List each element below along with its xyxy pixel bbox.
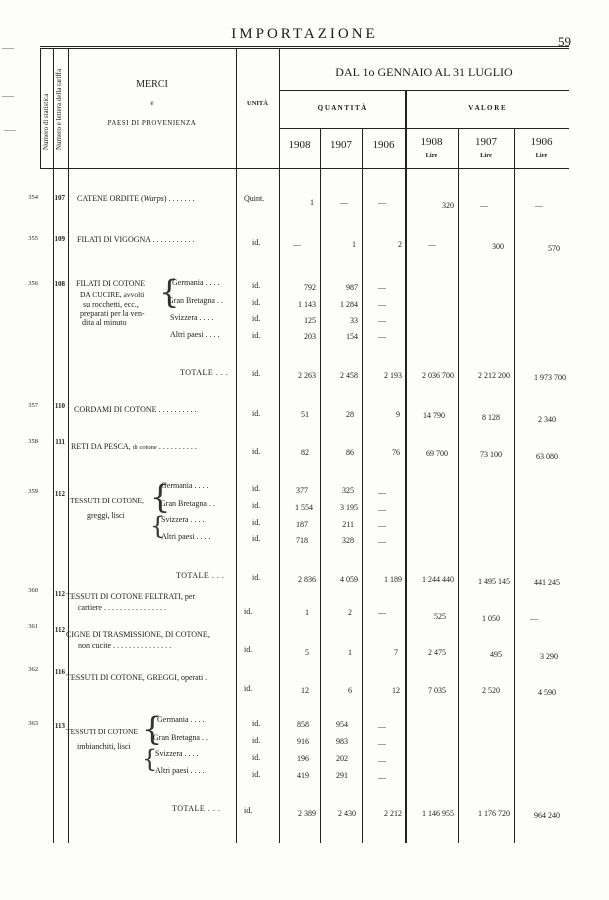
q-1906: — (378, 722, 386, 731)
unit: id. (244, 806, 253, 815)
v-1906: — (530, 614, 538, 623)
q-1908: 1 (305, 608, 309, 617)
stat-number: 354 (28, 194, 38, 201)
q-1906: — (378, 332, 386, 341)
q-1908: 377 (296, 486, 308, 495)
q-1906: — (378, 756, 386, 765)
brace: { (150, 512, 166, 540)
header-unita: UNITÀ (247, 100, 268, 107)
country-label: Germania . . . . (161, 481, 209, 490)
year-v-1908: 1908 (420, 136, 443, 148)
header-e: e (150, 99, 154, 107)
unit: id. (252, 770, 261, 779)
q-1907: 2 (348, 608, 352, 617)
header-divider (279, 128, 569, 129)
country-label: Gran Bretagna . . (160, 499, 215, 508)
q-1908: 187 (296, 520, 308, 529)
unit: id. (252, 331, 261, 340)
merce-label: CATENE ORDITE (Warps) . . . . . . . (77, 194, 195, 203)
stat-number: 355 (28, 235, 38, 242)
v-1906: 2 340 (538, 415, 556, 424)
col-line (40, 48, 41, 168)
v-1907: 1 050 (482, 614, 500, 623)
year-q-1906: 1906 (372, 139, 395, 151)
q-1908: 718 (296, 536, 308, 545)
q-1906: — (378, 488, 386, 497)
q-1907: 954 (336, 720, 348, 729)
stat-number: 357 (28, 402, 38, 409)
v-1907: 300 (492, 242, 504, 251)
total-v-1908: 2 036 700 (422, 371, 454, 380)
table-top-border (40, 46, 569, 47)
tariff-number: 107 (54, 194, 65, 202)
country-label: Altri paesi . . . . (161, 532, 211, 541)
merce-label: cartiere . . . . . . . . . . . . . . . . (78, 603, 166, 612)
merce-label: TESSUTI DI COTONE FELTRATI, per (66, 592, 196, 601)
tariff-number: 108 (54, 280, 65, 288)
q-1908: 203 (304, 332, 316, 341)
total-v-1906: 441 245 (534, 578, 560, 587)
stat-number: 362 (28, 666, 38, 673)
merce-label: RETI DA PESCA, di cotone . . . . . . . . . . (71, 442, 197, 451)
q-1907: 1 (352, 240, 356, 249)
q-1908: 792 (304, 283, 316, 292)
total-v-1906: 1 973 700 (534, 373, 566, 382)
q-1908: — (293, 240, 301, 249)
tariff-number: 111 (55, 438, 65, 446)
total-v-1907: 1 176 720 (478, 809, 510, 818)
q-1908: 419 (297, 771, 309, 780)
year-v-1907: 1907 (475, 136, 497, 148)
q-1906: — (378, 283, 386, 292)
unit: id. (252, 298, 261, 307)
q-1908: 858 (297, 720, 309, 729)
scan-mark: — (2, 40, 14, 54)
total-label: TOTALE . . . (180, 368, 229, 377)
q-1907: 325 (342, 486, 354, 495)
total-q-1908: 2 836 (298, 575, 316, 584)
total-q-1906: 2 193 (384, 371, 402, 380)
q-1907: 6 (348, 686, 352, 695)
merce-label: non cucite . . . . . . . . . . . . . . . (78, 641, 172, 650)
header-merci: MERCI (136, 79, 168, 90)
country-label: Svizzera . . . . (161, 515, 205, 524)
table-top-border-double (40, 48, 569, 49)
q-1908: 12 (301, 686, 309, 695)
country-label: Germania . . . . (172, 278, 220, 287)
q-1907: 28 (346, 410, 354, 419)
tariff-number: 113 (54, 722, 65, 730)
q-1907: 3 195 (340, 503, 358, 512)
total-q-1907: 2 430 (338, 809, 356, 818)
col-line (320, 128, 321, 843)
q-1906: 12 (392, 686, 400, 695)
tariff-number: 112 (54, 490, 65, 498)
header-paesi: PAESI DI PROVENIENZA (107, 119, 197, 127)
q-1908: 1 554 (295, 503, 313, 512)
q-1906: — (378, 739, 386, 748)
q-1907: 33 (350, 316, 358, 325)
v-1908: 69 700 (426, 449, 448, 458)
q-1907: 328 (342, 536, 354, 545)
v-1908: — (428, 240, 436, 249)
page-title: IMPORTAZIONE (231, 26, 378, 42)
v-1907: 73 100 (480, 450, 502, 459)
q-1908: 82 (301, 448, 309, 457)
q-1906: — (378, 537, 386, 546)
v-1906: 63 080 (536, 452, 558, 461)
q-1908: 1 143 (298, 300, 316, 309)
col-line (514, 128, 515, 843)
page-number: 59 (558, 34, 571, 49)
q-1907: — (340, 198, 348, 207)
q-1907: 983 (336, 737, 348, 746)
v-1908: 525 (434, 612, 446, 621)
v-1906: — (535, 201, 543, 210)
q-1906: — (378, 198, 386, 207)
header-valore: V A L O R E (468, 104, 506, 112)
col-line (458, 128, 459, 843)
unit: id. (252, 719, 261, 728)
unit: id. (252, 753, 261, 762)
unit: id. (252, 238, 261, 247)
lire-1906: Lire (535, 152, 548, 159)
merce-label: preparati per la ven- (80, 309, 145, 318)
merce-label: CIGNE DI TRASMISSIONE, DI COTONE, (66, 630, 210, 639)
tariff-number: 110 (54, 402, 65, 410)
country-label: Germania . . . . (157, 715, 205, 724)
unit: id. (252, 281, 261, 290)
q-1907: 86 (346, 448, 354, 457)
total-v-1908: 1 146 955 (422, 809, 454, 818)
q-1907: 291 (336, 771, 348, 780)
header-period: DAL 1o GENNAIO AL 31 LUGLIO (335, 65, 513, 79)
stat-number: 360 (28, 587, 38, 594)
unit: Quint. (244, 194, 265, 203)
merce-label: dita al minuto (82, 318, 127, 327)
v-1908: 2 475 (428, 648, 446, 657)
v-1908: 7 035 (428, 686, 446, 695)
tariff-number: 109 (54, 235, 65, 243)
country-label: Altri paesi . . . . (170, 330, 220, 339)
q-1907: 202 (336, 754, 348, 763)
total-q-1907: 2 458 (340, 371, 358, 380)
header-bottom-border (40, 168, 569, 169)
q-1908: 196 (297, 754, 309, 763)
brace: { (159, 273, 180, 311)
q-1908: 51 (301, 410, 309, 419)
total-v-1907: 1 495 145 (478, 577, 510, 586)
stat-number: 363 (28, 720, 38, 727)
country-label: Altri paesi . . . . (155, 766, 205, 775)
unit: id. (252, 369, 261, 378)
total-label: TOTALE . . . (176, 571, 225, 580)
q-1906: — (378, 608, 386, 617)
col-line (362, 128, 363, 843)
q-1908: 125 (304, 316, 316, 325)
v-1907: 8 128 (482, 413, 500, 422)
col-header-stat: Numero di statistica (42, 93, 50, 150)
unit: id. (244, 684, 253, 693)
unit: id. (252, 534, 261, 543)
v-1908: 14 790 (423, 411, 445, 420)
q-1906: 2 (398, 240, 402, 249)
q-1907: 987 (346, 283, 358, 292)
merce-label: FILATI DI VIGOGNA . . . . . . . . . . . (77, 235, 195, 244)
v-1906: 570 (548, 244, 560, 253)
total-q-1906: 1 189 (384, 575, 402, 584)
q-1908: 916 (297, 737, 309, 746)
unit: id. (244, 645, 253, 654)
col-line (279, 48, 280, 843)
v-1906: 4 590 (538, 688, 556, 697)
col-header-tariff: Numero e lettera della tariffa (55, 68, 63, 150)
unit: id. (252, 447, 261, 456)
tariff-number: 116 (54, 668, 65, 676)
unit: id. (252, 314, 261, 323)
country-label: Gran Bretagna . . (153, 733, 208, 742)
unit: id. (252, 501, 261, 510)
total-q-1906: 2 212 (384, 809, 402, 818)
q-1908: 1 (310, 198, 314, 207)
lire-1908: Lire (425, 152, 438, 159)
brace: { (150, 478, 171, 516)
merce-label: su rocchetti, ecc., (83, 300, 139, 309)
stat-number: 358 (28, 438, 38, 445)
q-1907: 154 (346, 332, 358, 341)
total-label: TOTALE . . . (172, 804, 221, 813)
header-divider (279, 90, 569, 91)
v-1907: — (480, 201, 488, 210)
unit: id. (252, 736, 261, 745)
scan-mark: — (2, 88, 14, 102)
total-q-1908: 2 389 (298, 809, 316, 818)
merce-label: greggi, lisci (87, 511, 125, 520)
q-1908: 5 (305, 648, 309, 657)
q-1907: 1 (348, 648, 352, 657)
q-1906: — (378, 773, 386, 782)
v-1907: 2 520 (482, 686, 500, 695)
col-line (236, 48, 237, 843)
brace: { (142, 710, 163, 748)
merce-label: FILATI DI COTONE (76, 279, 146, 288)
year-q-1908: 1908 (288, 139, 311, 151)
q-1906: — (378, 316, 386, 325)
total-v-1908: 1 244 440 (422, 575, 454, 584)
stat-number: 356 (28, 280, 38, 287)
q-1906: 9 (396, 410, 400, 419)
unit: id. (244, 607, 253, 616)
total-v-1907: 2 212 200 (478, 371, 510, 380)
country-label: Gran Bretagna . . (168, 296, 223, 305)
merce-label: imbianchiti, lisci (77, 742, 131, 751)
year-v-1906: 1906 (530, 136, 553, 148)
q-1907: 1 284 (340, 300, 358, 309)
total-q-1907: 4 059 (340, 575, 358, 584)
merce-label: TESSUTI DI COTONE, (70, 496, 144, 505)
unit: id. (252, 409, 261, 418)
country-label: Svizzera . . . . (170, 313, 214, 322)
merce-label: TESSUTI DI COTONE (66, 727, 138, 736)
merce-label: DA CUCIRE, avvolti (80, 290, 145, 299)
q-1906: 76 (392, 448, 400, 457)
col-line-thick (405, 90, 407, 843)
q-1906: 7 (394, 648, 398, 657)
brace: { (142, 745, 158, 773)
unit: id. (252, 518, 261, 527)
header-quantita: Q U A N T I T À (317, 104, 367, 112)
total-v-1906: 964 240 (534, 811, 560, 820)
q-1906: — (378, 505, 386, 514)
unit: id. (252, 573, 261, 582)
unit: id. (252, 484, 261, 493)
lire-1907: Lire (480, 152, 492, 159)
v-1907: 495 (490, 650, 502, 659)
merce-label: CORDAMI DI COTONE . . . . . . . . . . (74, 405, 197, 414)
col-line (68, 48, 69, 843)
q-1907: 211 (342, 520, 354, 529)
tariff-number: 112 (54, 626, 65, 634)
v-1908: 320 (442, 201, 454, 210)
country-label: Svizzera . . . . (155, 749, 199, 758)
v-1906: 3 290 (540, 652, 558, 661)
q-1906: — (378, 521, 386, 530)
merce-label: TESSUTI DI COTONE, GREGGI, operati . (66, 673, 208, 682)
stat-number: 361 (28, 623, 38, 630)
tariff-number: 112 (54, 590, 65, 598)
scan-mark: — (4, 122, 16, 136)
total-q-1908: 2 263 (298, 371, 316, 380)
stat-number: 359 (28, 488, 38, 495)
q-1906: — (378, 300, 386, 309)
year-q-1907: 1907 (330, 139, 352, 151)
